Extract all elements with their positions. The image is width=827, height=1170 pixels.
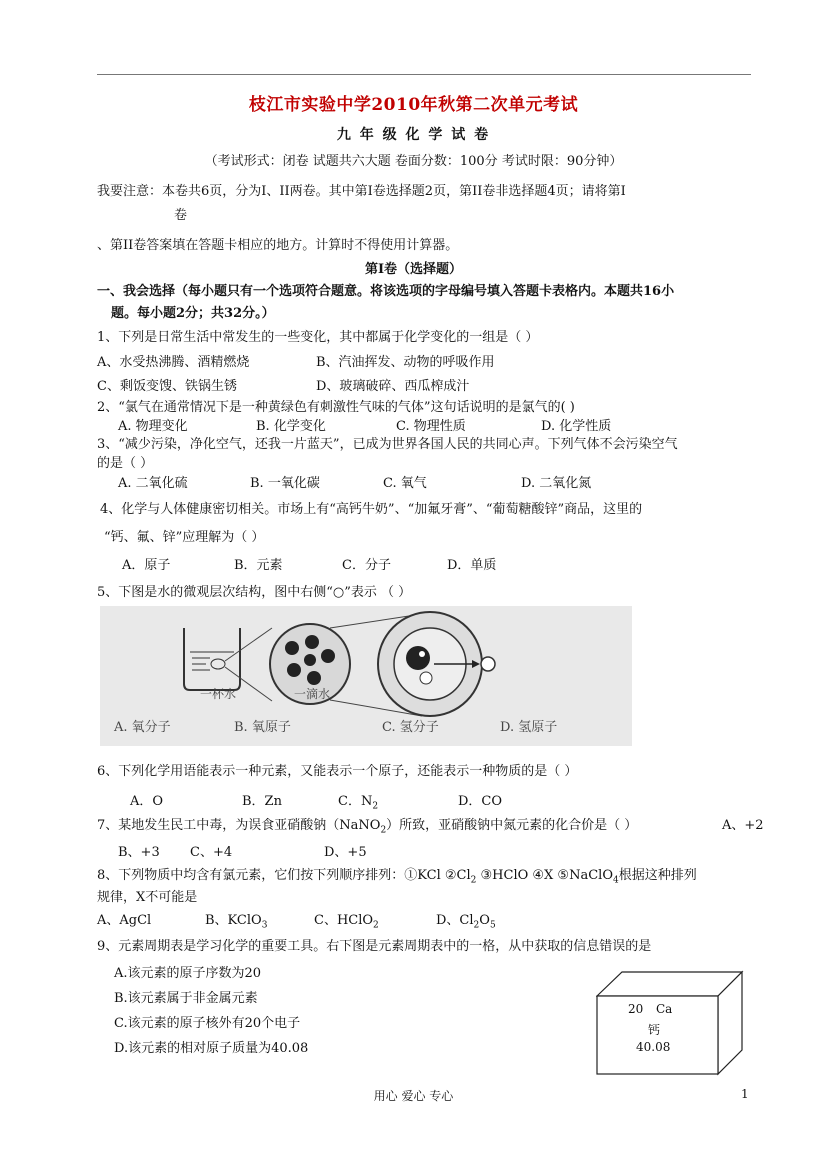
question-8-option-c: C、HClO$_2$ <box>314 913 379 931</box>
question-4-stem-1: 4、化学与人体健康密切相关。市场上有“高钙牛奶”、“加氟牙膏”、“葡萄糖酸锌”商品，这里的 <box>100 502 643 517</box>
question-5-option-c: C. 氢分子 <box>382 720 439 735</box>
cup-label: 一杯水 <box>200 687 237 701</box>
exam-info: （考试形式：闭卷 试题共六大题 卷面分数：100分 考试时限：90分钟） <box>204 154 623 169</box>
question-2-option-d: D. 化学性质 <box>541 419 612 434</box>
notice-line-3: 、第II卷答案填在答题卡相应的地方。计算时不得使用计算器。 <box>97 238 459 253</box>
question-3-option-b: B. 一氧化碳 <box>250 476 320 491</box>
question-5-option-b: B. 氧原子 <box>234 720 291 735</box>
question-2-option-b: B. 化学变化 <box>256 419 326 434</box>
question-1-option-a: A、水受热沸腾、酒精燃烧 <box>97 355 250 370</box>
exam-subtitle: 九 年 级 化 学 试 卷 <box>336 127 491 143</box>
question-3-option-c: C. 氧气 <box>383 476 427 491</box>
question-2-option-c: C. 物理性质 <box>396 419 466 434</box>
question-3-option-d: D. 二氧化氮 <box>521 476 592 491</box>
question-3-stem-2: 的是（ ） <box>97 456 154 471</box>
question-6-option-a: A．O <box>130 794 164 809</box>
question-8-option-a: A、AgCl <box>97 913 152 928</box>
drop-label: 一滴水 <box>294 687 331 701</box>
question-4-stem-2: “钙、氟、锌”应理解为（ ） <box>104 530 265 545</box>
question-1-option-c: C、剩饭变馊、铁锅生锈 <box>97 379 237 394</box>
question-8-option-d: D、$Cl_2O_5$ <box>436 913 496 931</box>
footer-motto: 用心 爱心 专心 <box>373 1089 454 1103</box>
question-2-stem: 2、“氯气在通常情况下是一种黄绿色有刺激性气味的气体”这句话说明的是氯气的( ) <box>97 400 575 415</box>
cell-atomic-number: 20 <box>628 1002 644 1016</box>
question-2-option-a: A. 物理变化 <box>118 419 188 434</box>
question-7-option-b: B、+3 <box>118 845 160 860</box>
question-6-option-b: B．Zn <box>242 794 282 809</box>
cell-atomic-mass: 40.08 <box>636 1040 671 1054</box>
question-1-stem: 1、下列是日常生活中常发生的一些变化，其中都属于化学变化的一组是（ ） <box>97 330 539 345</box>
question-4-option-b: B．元素 <box>234 558 283 573</box>
question-9-option-b: B.该元素属于非金属元素 <box>114 991 258 1006</box>
section-instruction-1: 一、我会选择（每小题只有一个选项符合题意。将该选项的字母编号填入答题卡表格内。本题共16小 <box>97 284 675 299</box>
water-structure-figure <box>100 606 632 746</box>
question-4-option-d: D．单质 <box>447 558 497 573</box>
question-1-option-b: B、汽油挥发、动物的呼吸作用 <box>316 355 495 370</box>
question-9-stem: 9、元素周期表是学习化学的重要工具。右下图是元素周期表中的一格，从中获取的信息错误的是 <box>97 939 652 954</box>
question-9-option-a: A.该元素的原子序数为20 <box>114 966 262 981</box>
periodic-table-cell <box>596 970 744 1076</box>
question-6-option-d: D．CO <box>458 794 503 809</box>
question-7-option-c: C、+4 <box>190 845 233 860</box>
header-rule <box>97 74 751 75</box>
section-title: 第I卷（选择题） <box>364 262 463 277</box>
page-number: 1 <box>741 1087 749 1101</box>
question-5-option-d: D. 氢原子 <box>500 720 558 735</box>
notice-line-2: 卷 <box>174 208 188 223</box>
cell-name: 钙 <box>648 1023 661 1037</box>
question-3-option-a: A. 二氧化硫 <box>118 476 188 491</box>
question-8-stem-2: 规律，X不可能是 <box>97 890 198 905</box>
question-3-stem-1: 3、“减少污染，净化空气，还我一片蓝天”，已成为世界各国人民的共同心声。下列气体不会污染空气 <box>97 437 678 452</box>
question-8-stem-1: 8、下列物质中均含有氯元素，它们按下列顺序排列：①KCl $②Cl_2$ ③HClO ④X ⑤NaClO$_4$根据这种排列 <box>97 868 697 886</box>
question-1-option-d: D、玻璃破碎、西瓜榨成汁 <box>316 379 470 394</box>
periodic-cell-box <box>596 970 744 1076</box>
section-instruction-2: 题。每小题2分；共32分。） <box>111 306 275 321</box>
question-5-stem: 5、下图是水的微观层次结构，图中右侧“○”表示 （ ） <box>97 585 412 600</box>
exam-title: 枝江市实验中学2010年秋第二次单元考试 <box>248 95 579 115</box>
question-4-option-a: A．原子 <box>122 558 171 573</box>
question-7-option-a: A、+2 <box>722 818 764 833</box>
question-8-option-b: B、KClO$_3$ <box>205 913 268 931</box>
cell-symbol: Ca <box>656 1002 673 1016</box>
notice-line-1: 我要注意：本卷共6页，分为I、II两卷。其中第I卷选择题2页，第II卷非选择题4页；请将第I <box>97 184 626 199</box>
question-9-option-d: D.该元素的相对原子质量为40.08 <box>114 1041 309 1056</box>
question-6-option-c: C．$N_2$ <box>338 794 379 812</box>
question-7-option-d: D、+5 <box>324 845 367 860</box>
question-9-option-c: C.该元素的原子核外有20个电子 <box>114 1016 301 1031</box>
question-5-option-a: A. 氧分子 <box>114 720 171 735</box>
question-6-stem: 6、下列化学用语能表示一种元素，又能表示一个原子，还能表示一种物质的是（ ） <box>97 764 578 779</box>
question-4-option-c: C．分子 <box>342 558 391 573</box>
question-7-stem: 7、某地发生民工中毒，为误食亚硝酸钠（NaNO$_2$）所致，亚硝酸钠中氮元素的化合价是（ ） <box>97 818 638 836</box>
